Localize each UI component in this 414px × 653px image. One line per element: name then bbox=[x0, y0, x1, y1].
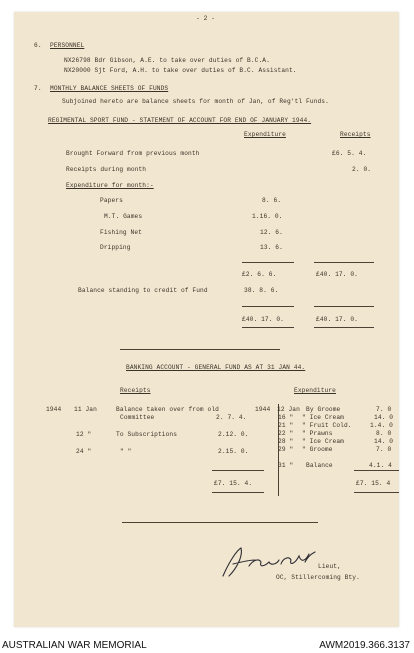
expenditure-amount: 4.1. 4 bbox=[369, 462, 392, 469]
reg-row-label: Receipts during month bbox=[66, 166, 147, 173]
expenditure-description: " Prawns bbox=[302, 430, 333, 437]
subtotal-rule-expenditure bbox=[242, 262, 294, 263]
expenditure-description: By Groome bbox=[306, 406, 341, 413]
expenditure-description: " Groome bbox=[302, 446, 333, 453]
receipt-description: Committee bbox=[120, 414, 155, 421]
expenditure-amount: 14. 0 bbox=[374, 414, 394, 421]
expenditure-total-rule bbox=[354, 470, 399, 471]
receipt-amount: 2. 7. 4. bbox=[216, 414, 247, 421]
expenditure-description: " Ice Cream bbox=[302, 438, 344, 445]
expenditure-amount: 1.4. 0 bbox=[370, 422, 393, 429]
reg-row-label: Papers bbox=[100, 197, 123, 204]
reg-row-label: Fishing Net bbox=[100, 229, 142, 236]
subtotal-receipts: £40. 17. 0. bbox=[316, 271, 358, 278]
total-rule-receipts bbox=[314, 306, 374, 307]
section-6-title: PERSONNEL bbox=[50, 42, 85, 49]
reg-row-expenditure: 13. 6. bbox=[260, 244, 283, 251]
receipt-date: 11 Jan bbox=[74, 406, 97, 413]
footer-bar bbox=[0, 637, 414, 653]
receipt-description: " " bbox=[120, 448, 132, 455]
bottom-divider bbox=[122, 522, 318, 523]
expenditure-amount: 7. 0 bbox=[376, 406, 392, 413]
page-number: - 2 - bbox=[196, 15, 216, 22]
reg-row-expenditure: 8. 6. bbox=[262, 197, 282, 204]
expenditure-date: 28 " bbox=[278, 438, 294, 445]
section-6-line-2: NX20000 Sjt Ford, A.H. to take over duties of B.C. Assistant. bbox=[64, 67, 297, 74]
receipt-description: To Subscriptions bbox=[116, 431, 178, 438]
footer-accession-number: AWM2019.366.3137 bbox=[319, 640, 410, 651]
total-receipts: £40. 17. 0. bbox=[316, 316, 358, 323]
footer-institution: AUSTRALIAN WAR MEMORIAL bbox=[2, 640, 147, 651]
reg-row-expenditure: 1.16. 0. bbox=[252, 213, 283, 220]
section-divider bbox=[120, 349, 280, 350]
reg-row-label: Brought Forward from previous month bbox=[66, 150, 200, 157]
reg-row-label: Dripping bbox=[100, 244, 131, 251]
total-rule-expenditure bbox=[242, 306, 294, 307]
paper-sheet bbox=[14, 12, 399, 627]
expenditure-amount: 8. 0 bbox=[376, 430, 392, 437]
regimental-fund-title: REGIMENTAL SPORT FUND - STATEMENT OF ACCOUNT FOR END OF JANUARY 1944. bbox=[48, 117, 312, 124]
double-rule-receipts bbox=[314, 327, 374, 328]
section-7-title: MONTHLY BALANCE SHEETS OF FUNDS bbox=[50, 85, 169, 92]
signatory-role: OC, Stillercoming Bty. bbox=[276, 574, 360, 581]
expenditure-description: Balance bbox=[306, 462, 333, 469]
balance-label: Balance standing to credit of Fund bbox=[78, 287, 208, 294]
receipt-amount: 2.15. 0. bbox=[218, 448, 249, 455]
expenditure-double-rule bbox=[354, 492, 399, 493]
reg-row-label: M.T. Games bbox=[104, 213, 143, 220]
expenditure-description: " Ice Cream bbox=[302, 414, 344, 421]
section-6-number: 6. bbox=[34, 42, 42, 49]
reg-row-receipt: 2. 0. bbox=[352, 166, 372, 173]
section-7-line-1: Subjoined hereto are balance sheets for month of Jan, of Reg'tl Funds. bbox=[62, 98, 329, 105]
expenditure-date: 12 Jan bbox=[277, 406, 300, 413]
section-6-line-1: NX26798 Bdr Gibson, A.E. to take over duties of B.C.A. bbox=[64, 57, 270, 64]
expenditure-date: 31 " bbox=[278, 462, 294, 469]
expenditure-year: 1944 bbox=[255, 406, 271, 413]
expenditure-amount: 7. 0 bbox=[376, 446, 392, 453]
expenditure-date: 16 " bbox=[278, 414, 294, 421]
reg-row-expenditure: 12. 6. bbox=[260, 229, 283, 236]
receipt-description: Balance taken over from old bbox=[116, 406, 219, 413]
expenditure-description: " Fruit Cold. bbox=[302, 422, 352, 429]
receipt-date: 12 " bbox=[76, 431, 92, 438]
total-expenditure: £40. 17. 0. bbox=[242, 316, 284, 323]
reg-row-receipt: £6. 5. 4. bbox=[332, 150, 367, 157]
receipt-year: 1944 bbox=[46, 406, 62, 413]
receipts-double-rule bbox=[212, 492, 264, 493]
section-7-number: 7. bbox=[34, 85, 42, 92]
receipts-heading: Receipts bbox=[120, 387, 151, 394]
col-expenditure-heading: Expenditure bbox=[244, 131, 286, 138]
expenditure-date: 29 " bbox=[278, 446, 294, 453]
receipt-date: 24 " bbox=[76, 448, 92, 455]
subtotal-rule-receipts bbox=[314, 262, 374, 263]
double-rule-expenditure bbox=[242, 327, 294, 328]
expenditure-total: £7. 15. 4 bbox=[356, 480, 391, 487]
subtotal-expenditure: £2. 6. 6. bbox=[242, 271, 277, 278]
col-receipts-heading: Receipts bbox=[340, 131, 371, 138]
receipts-total: £7. 15. 4. bbox=[214, 480, 253, 487]
expenditure-amount: 14. 0 bbox=[374, 438, 394, 445]
expenditure-heading: Expenditure bbox=[294, 387, 336, 394]
general-fund-title: BANKING ACCOUNT - GENERAL FUND AS AT 31 JAN 44. bbox=[126, 364, 306, 371]
balance-value: 38. 8. 6. bbox=[244, 287, 279, 294]
reg-row-label: Expenditure for month:- bbox=[66, 182, 154, 189]
expenditure-date: 22 " bbox=[278, 430, 294, 437]
receipts-total-rule bbox=[212, 470, 264, 471]
signatory-rank: Lieut, bbox=[318, 563, 341, 570]
receipt-amount: 2.12. 0. bbox=[218, 431, 249, 438]
expenditure-date: 21 " bbox=[278, 422, 294, 429]
